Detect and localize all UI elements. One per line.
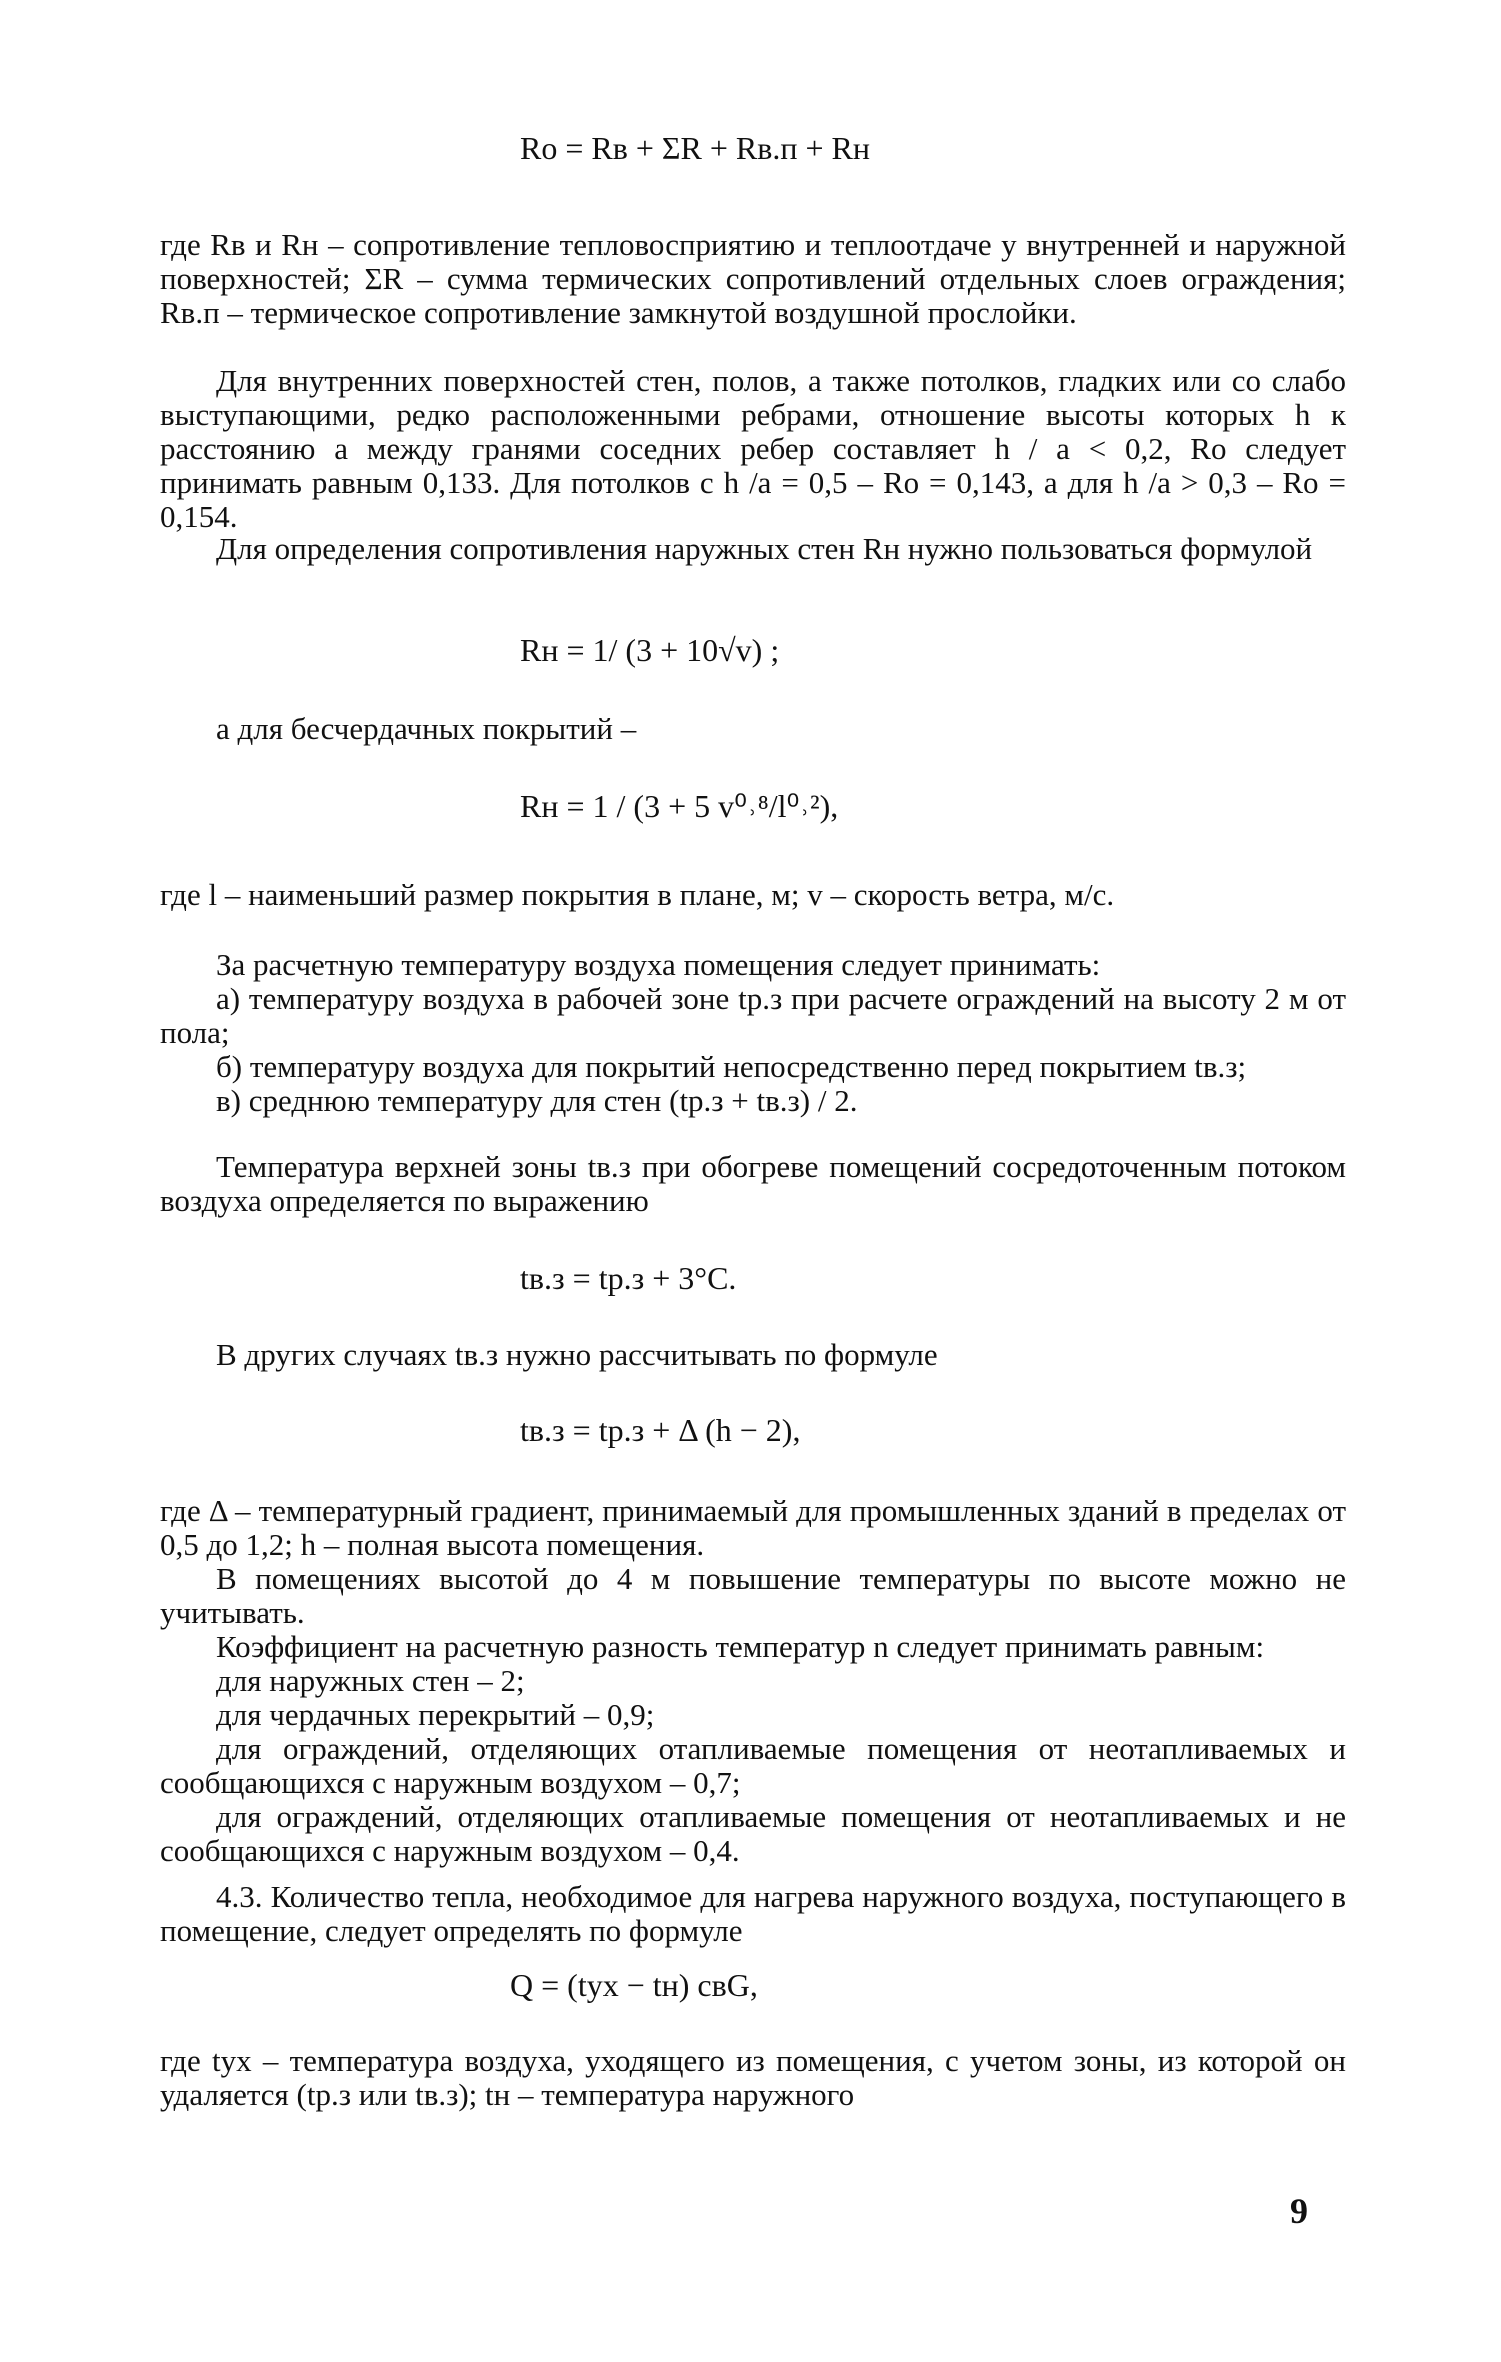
list-item-a: а) температуру воздуха в рабочей зоне tр.з при расчете ограждений на высоту 2 м от пола; xyxy=(160,981,1346,1050)
paragraph-where-tux xyxy=(160,2044,1346,2112)
paragraph-text: где Rв и Rн – сопротивление тепловосприятию и теплоотдаче у внутренней и наружной поверхностей; ΣR – сумма термических сопротивлений отдельных слоев ограждения; Rв.п – термическое сопротивление замкнутой воздушной прослойки. xyxy=(160,227,1346,330)
paragraph-text: Температура верхней зоны tв.з при обогреве помещений сосредоточенным потоком воздуха определяется по выражению xyxy=(160,1149,1346,1218)
list-item-b: б) температуру воздуха для покрытий непосредственно перед покрытием tв.з; xyxy=(216,1049,1247,1084)
list-item-attic: для чердачных перекрытий – 0,9; xyxy=(216,1697,655,1732)
paragraph-section-4-3 xyxy=(160,1880,1346,1948)
paragraph-text: За расчетную температуру воздуха помещения следует принимать: xyxy=(216,947,1101,982)
paragraph-text: В помещениях высотой до 4 м повышение температуры по высоте можно не учитывать. xyxy=(160,1561,1346,1630)
paragraph-text: где l – наименьший размер покрытия в плане, м; v – скорость ветра, м/с. xyxy=(160,877,1115,912)
paragraph-design-temp xyxy=(160,948,1346,1118)
formula-t-top-general: tв.з = tр.з + Δ (h − 2), xyxy=(520,1412,801,1448)
paragraph-text: Коэффициент на расчетную разность температур n следует принимать равным: xyxy=(216,1629,1265,1664)
page-number: 9 xyxy=(1290,2191,1308,2231)
formula-rn-walls: Rн = 1/ (3 + 10√v) ; xyxy=(520,632,780,668)
list-item-unheated-open: для ограждений, отделяющих отапливаемые помещения от неотапливаемых и сообщающихся с наружным воздухом – 0,7; xyxy=(160,1731,1346,1800)
formula-t-top-conc: tв.з = tр.з + 3°C. xyxy=(520,1260,737,1296)
paragraph-definitions xyxy=(160,228,1346,330)
paragraph-outer-walls xyxy=(160,532,1346,566)
formula-r0: Rо = Rв + ΣR + Rв.п + Rн xyxy=(520,130,870,166)
paragraph-text: где tух – температура воздуха, уходящего из помещения, с учетом зоны, из которой он удаляется (tр.з или tв.з); tн – температура наружного xyxy=(160,2043,1346,2112)
list-item-walls: для наружных стен – 2; xyxy=(216,1663,525,1698)
paragraph-top-zone xyxy=(160,1150,1346,1218)
paragraph-text: 4.3. Количество тепла, необходимое для нагрева наружного воздуха, поступающего в помещение, следует определять по формуле xyxy=(160,1879,1346,1948)
paragraph-inner-surfaces xyxy=(160,364,1346,534)
paragraph-text: В других случаях tв.з нужно рассчитывать по формуле xyxy=(216,1337,938,1372)
paragraph-other-cases xyxy=(160,1338,1346,1372)
paragraph-text: Для определения сопротивления наружных стен Rн нужно пользоваться формулой xyxy=(216,531,1313,566)
paragraph-text: Для внутренних поверхностей стен, полов, а также потолков, гладких или со слабо выступающими, редко расположенными ребрами, отношение высоты которых h к расстоянию a между гранями соседних ребер составляет h / a < 0,2, Rо следует принимать равным 0,133. Для потолков с h /a = 0,5 – Rо = 0,143, а для h /a > 0,3 – Rо = 0,154. xyxy=(160,363,1346,534)
list-item-c: в) среднюю температуру для стен (tр.з + tв.з) / 2. xyxy=(216,1083,858,1118)
paragraph-where-l xyxy=(160,878,1346,912)
formula-rn-roofs: Rн = 1 / (3 + 5 v⁰˒⁸/l⁰˒²), xyxy=(520,788,839,824)
paragraph-gradient xyxy=(160,1494,1346,1868)
paragraph-text: где Δ – температурный градиент, принимаемый для промышленных зданий в пределах от 0,5 до 1,2; h – полная высота помещения. xyxy=(160,1493,1346,1562)
lead-roofs: а для бесчердачных покрытий – xyxy=(216,711,637,746)
list-item-unheated-closed: для ограждений, отделяющих отапливаемые помещения от неотапливаемых и не сообщающихся с наружным воздухом – 0,4. xyxy=(160,1799,1346,1868)
formula-q: Q = (tух − tн) cвG, xyxy=(510,1967,758,2003)
